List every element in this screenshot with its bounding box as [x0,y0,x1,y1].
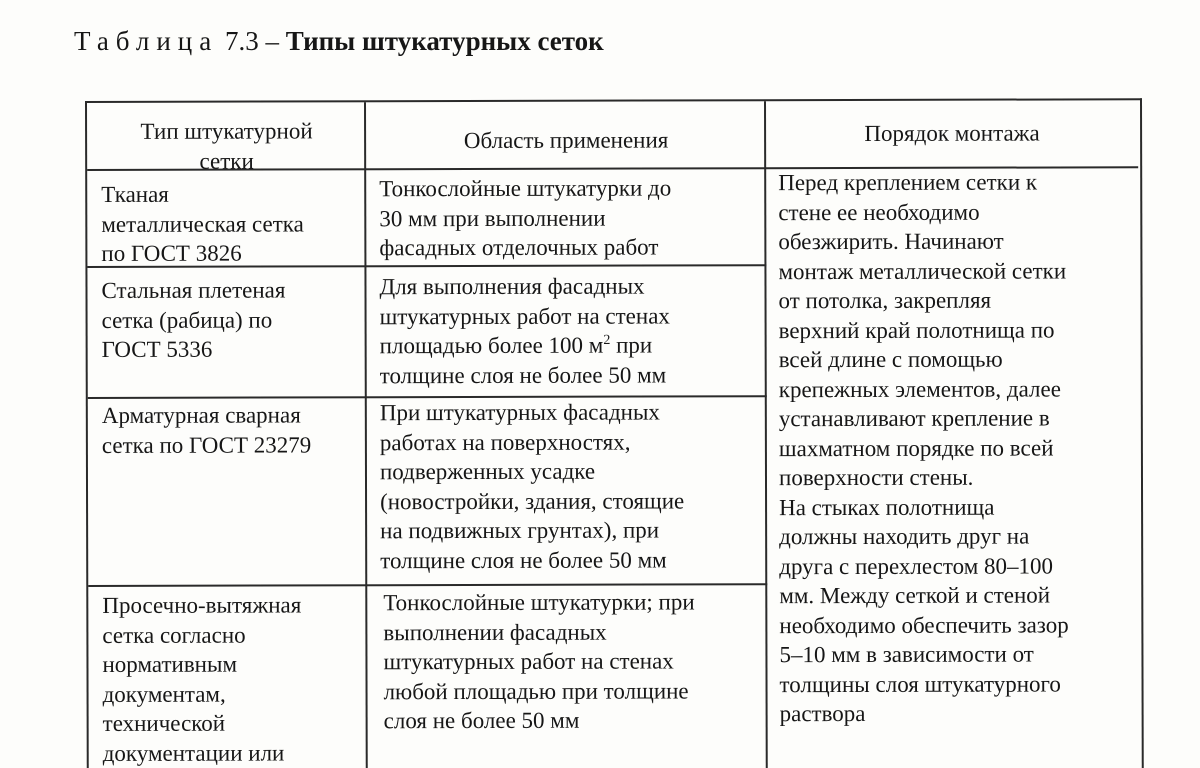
installation-procedure-cell: Перед креплением сетки к стене ее необходимо обезжирить. Начинают монтаж металлической сетки от потолка, закрепляя верхний край полотнища по всей длине с помощью крепежных элементов, далее устанавливают крепление в шахматном порядке по всей поверхности стены. На стыках полотнища должны находить друг на друга с перехлестом 80–100 мм. Между сеткой и стеной необходимо обеспечить зазор 5–10 мм в зависимости от толщины слоя штукатурного раствора [778,169,1069,727]
header-mesh-type: Тип штукатурной сетки [140,118,313,174]
mesh-types-table [85,98,1144,768]
header-installation-order: Порядок монтажа [864,120,1040,146]
mesh-type-cell: Тканая металлическая сетка по ГОСТ 3826 [101,181,304,266]
table-caption [74,26,604,57]
mesh-type-cell: Арматурная сварная сетка по ГОСТ 23279 [101,402,312,458]
application-cell [379,271,763,390]
application-cell: При штукатурных фасадных работах на поверхностях, подверженных усадке (новостройки, здания, стоящие на подвижных грунтах), при толщине слоя не более 50 мм [379,399,685,573]
application-cell: Тонкослойные штукатурки; при выполнении фасадных штукатурных работ на стенах любой площадью при толщине слоя не более 50 мм [383,589,695,734]
header-application-area: Область применения [463,127,669,154]
column-divider [364,102,368,768]
superscript-exponent: 2 [603,332,611,348]
application-cell: Тонкослойные штукатурки до 30 мм при выполнении фасадных отделочных работ [379,175,672,261]
caption-title: Типы штукатурных сеток [285,26,604,56]
caption-number: 7.3 – [224,26,279,56]
caption-label: Таблица [74,26,219,56]
application-text: при толщине слоя не более 50 мм [379,332,667,388]
mesh-type-cell: Стальная плетеная сетка (рабица) по ГОСТ 5336 [101,277,286,362]
mesh-type-cell: Просечно-вытяжная сетка согласно нормативным документам, технической документации или [102,592,302,766]
application-text: Для выполнения фасадных штукатурных работ на стенах площадью более 100 м [379,273,670,359]
row-divider [88,583,767,587]
